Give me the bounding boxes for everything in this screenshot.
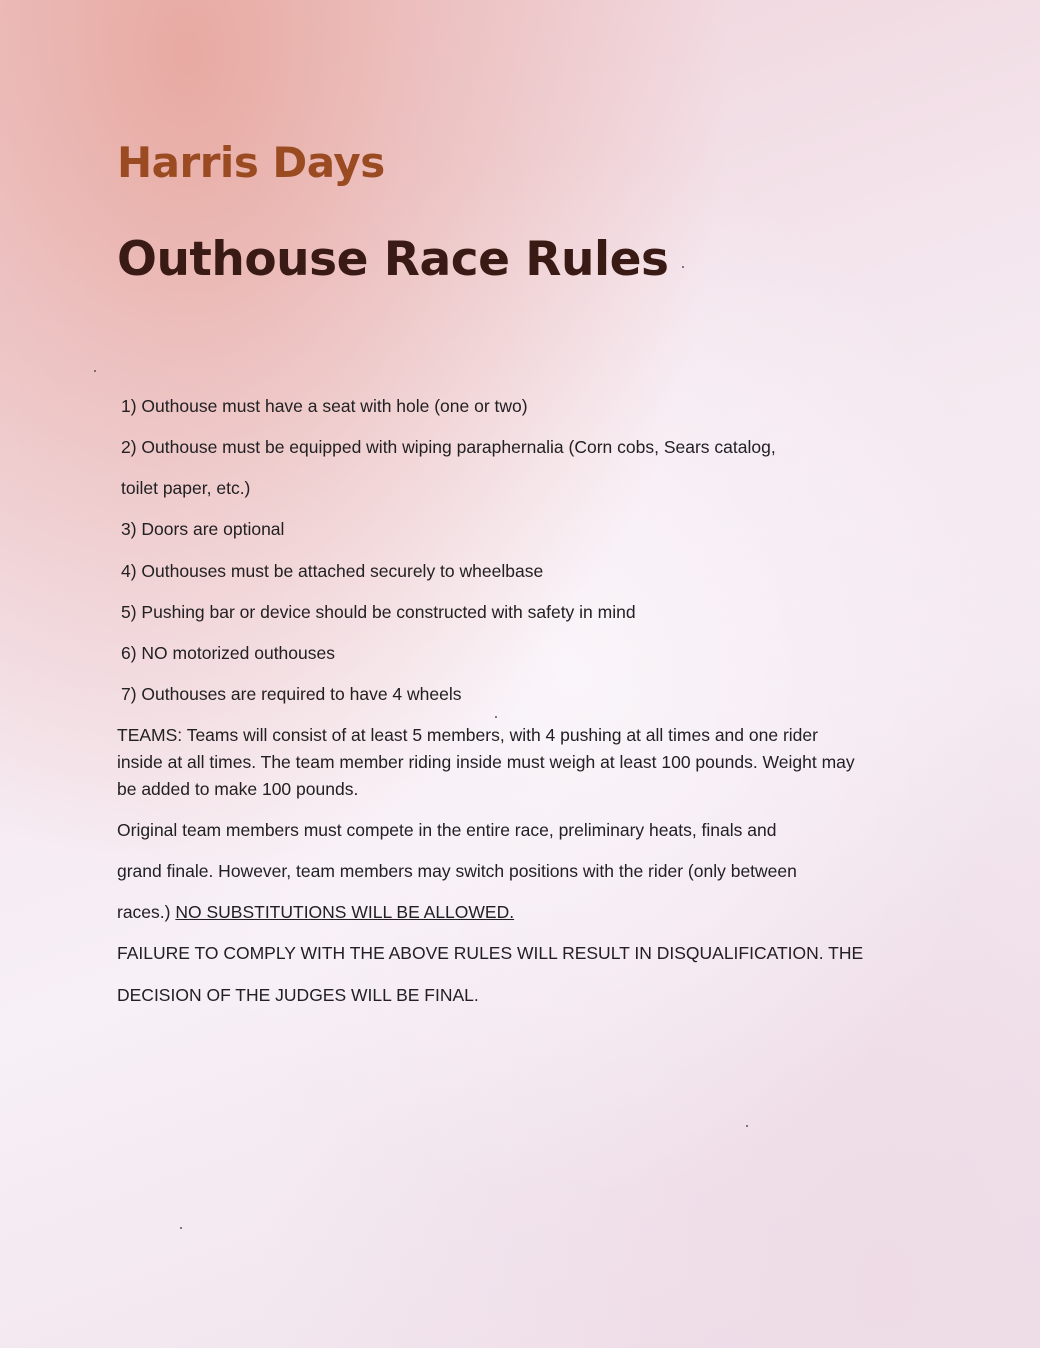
page-title: Outhouse Race Rules	[117, 232, 669, 287]
paper-speck	[495, 716, 497, 718]
paper-speck	[746, 1125, 748, 1127]
failure-line-1: FAILURE TO COMPLY WITH THE ABOVE RULES WILL RESULT IN DISQUALIFICATION. THE	[117, 943, 864, 963]
event-title: Harris Days	[117, 138, 385, 187]
teams-line-2: inside at all times. The team member riding inside must weigh at least 100 pounds. Weight may	[117, 752, 855, 772]
rule-5: 5) Pushing bar or device should be constructed with safety in mind	[121, 602, 636, 622]
original-line-2: grand finale. However, team members may switch positions with the rider (only between	[117, 861, 797, 881]
failure-line-2: DECISION OF THE JUDGES WILL BE FINAL.	[117, 985, 479, 1005]
no-substitutions-notice: NO SUBSTITUTIONS WILL BE ALLOWED.	[175, 902, 515, 922]
rule-3: 3) Doors are optional	[121, 519, 285, 539]
original-line-3	[117, 902, 937, 923]
teams-line-1: TEAMS: Teams will consist of at least 5 members, with 4 pushing at all times and one rider	[117, 725, 818, 745]
rule-2: 2) Outhouse must be equipped with wiping paraphernalia (Corn cobs, Sears catalog,	[121, 437, 776, 457]
rule-6: 6) NO motorized outhouses	[121, 643, 335, 663]
paper-speck	[180, 1227, 182, 1229]
paper-speck	[682, 266, 684, 268]
paper-speck	[94, 370, 96, 372]
rule-7: 7) Outhouses are required to have 4 wheels	[121, 684, 462, 704]
rule-1: 1) Outhouse must have a seat with hole (one or two)	[121, 396, 528, 416]
rule-2-continued: toilet paper, etc.)	[121, 478, 251, 498]
original-line-1: Original team members must compete in the entire race, preliminary heats, finals and	[117, 820, 777, 840]
teams-line-3: be added to make 100 pounds.	[117, 779, 359, 799]
rule-4: 4) Outhouses must be attached securely to wheelbase	[121, 561, 544, 581]
original-line-3-prefix: races.)	[117, 902, 176, 922]
